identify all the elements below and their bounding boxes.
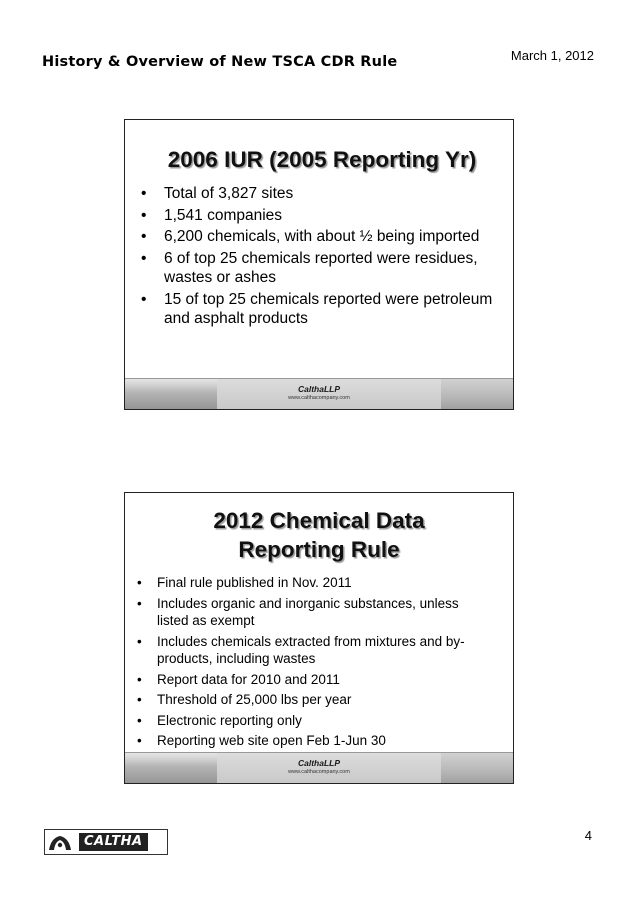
slide-1-footer bbox=[125, 378, 513, 409]
bullet-mark: • bbox=[137, 733, 142, 748]
bullet-text: Final rule published in Nov. 2011 bbox=[157, 575, 352, 590]
footer-website: www.calthacompany.com bbox=[288, 769, 350, 775]
list-item bbox=[141, 184, 493, 204]
page-date: March 1, 2012 bbox=[510, 48, 594, 63]
bullet-text: Includes organic and inorganic substances, unless listed as exempt bbox=[157, 595, 459, 628]
footer-website: www.calthacompany.com bbox=[288, 395, 350, 401]
list-item bbox=[137, 712, 491, 730]
page-number: 4 bbox=[584, 828, 592, 843]
flower-logo-icon bbox=[45, 830, 75, 854]
bullet-text: Total of 3,827 sites bbox=[164, 185, 294, 202]
slide-1-bullet-list bbox=[141, 184, 493, 329]
list-item bbox=[137, 595, 491, 630]
bullet-text: 6 of top 25 chemicals reported were residues, wastes or ashes bbox=[164, 249, 478, 286]
bullet-mark: • bbox=[141, 290, 147, 308]
bullet-mark: • bbox=[141, 228, 147, 245]
list-item bbox=[141, 249, 493, 288]
bullet-text: 15 of top 25 chemicals reported were petroleum and asphalt products bbox=[164, 290, 493, 327]
bullet-mark: • bbox=[141, 185, 147, 202]
bullet-text: Includes chemicals extracted from mixtures and by-products, including wastes bbox=[157, 633, 465, 666]
bullet-text: Threshold of 25,000 lbs per year bbox=[157, 692, 352, 707]
page-title: History & Overview of New TSCA CDR Rule bbox=[42, 54, 398, 70]
list-item bbox=[137, 691, 491, 709]
slide-1 bbox=[124, 119, 514, 410]
slide-1-title: 2006 IUR (2005 Reporting Yr) bbox=[167, 147, 477, 172]
list-item bbox=[141, 290, 493, 329]
slide-2-bullet-list bbox=[137, 574, 491, 750]
logo-wordmark: CALTHA bbox=[79, 833, 148, 851]
slide-2 bbox=[124, 492, 514, 784]
bullet-mark: • bbox=[137, 692, 142, 707]
bullet-text: 6,200 chemicals, with about ½ being imported bbox=[164, 228, 480, 245]
footer-branding bbox=[125, 384, 513, 401]
bullet-text: Reporting web site open Feb 1-Jun 30 bbox=[157, 733, 386, 748]
bullet-mark: • bbox=[137, 671, 142, 687]
bullet-text: Report data for 2010 and 2011 bbox=[157, 671, 340, 687]
footer-branding bbox=[125, 758, 513, 775]
list-item bbox=[137, 633, 491, 668]
footer-company: CalthaLLP bbox=[297, 758, 341, 768]
list-item bbox=[137, 574, 491, 592]
bullet-text: 1,541 companies bbox=[164, 206, 283, 224]
slide-2-title: 2012 Chemical Data Reporting Rule bbox=[213, 508, 425, 562]
list-item bbox=[137, 671, 491, 689]
footer-company: CalthaLLP bbox=[297, 384, 341, 394]
bullet-text: Electronic reporting only bbox=[157, 712, 302, 728]
slide-2-footer bbox=[125, 752, 513, 783]
list-item bbox=[141, 206, 493, 226]
bullet-mark: • bbox=[141, 249, 147, 267]
bullet-mark: • bbox=[137, 712, 142, 728]
bullet-mark: • bbox=[137, 633, 142, 649]
caltha-logo bbox=[44, 829, 168, 855]
bullet-mark: • bbox=[141, 206, 147, 224]
list-item bbox=[137, 732, 491, 750]
bullet-mark: • bbox=[137, 575, 142, 590]
bullet-mark: • bbox=[137, 595, 142, 611]
list-item bbox=[141, 227, 493, 247]
